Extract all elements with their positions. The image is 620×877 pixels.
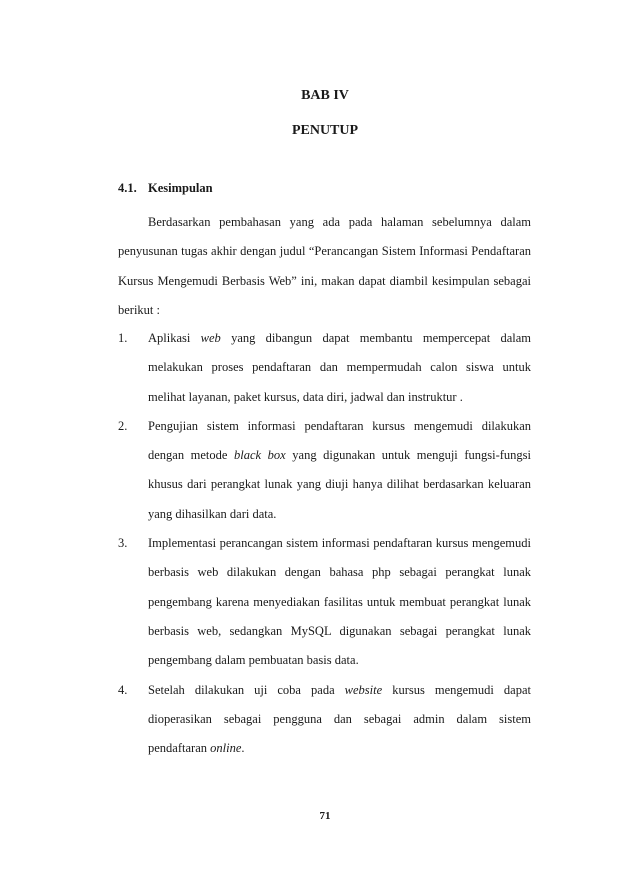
conclusion-text: kursus mengemudi dapat dioperasikan sebagai pengguna dan sebagai admin dalam sistem pendaftaran — [148, 682, 531, 756]
section-number: 4.1. — [118, 181, 137, 195]
italic-term: web — [200, 331, 221, 345]
conclusion-text: Aplikasi — [148, 331, 201, 345]
italic-term: black box — [234, 448, 286, 463]
italic-term: website — [344, 682, 383, 697]
conclusion-text: yang dibangun dapat membantu mempercepat dalam melakukan proses pendaftaran dan mempermudah calon siswa untuk melihat layanan, paket kursus, data diri, jadwal dan instruktur . — [148, 331, 531, 404]
conclusion-item — [118, 529, 531, 675]
conclusion-item — [118, 324, 531, 412]
conclusion-text: . — [241, 741, 245, 756]
conclusion-text: Implementasi perancangan sistem informasi pendaftaran kursus mengemudi berbasis web dilakukan dengan bahasa php sebagai perangkat lunak pengembang karena menyediakan fasilitas untuk membuat perangkat lunak berbasis web, sedangkan MySQL digunakan sebagai perangkat lunak pengembang dalam pembuatan basis data. — [148, 536, 531, 668]
chapter-title: PENUTUP — [291, 123, 359, 138]
conclusion-marker: 3. — [118, 536, 128, 551]
conclusion-marker: 1. — [118, 331, 128, 345]
italic-term: online — [210, 741, 242, 756]
section-title: Kesimpulan — [148, 181, 213, 195]
conclusion-item — [118, 676, 531, 764]
conclusion-marker: 4. — [118, 682, 128, 697]
conclusion-text: Pengujian sistem informasi pendaftaran kursus mengemudi dilakukan dengan metode — [148, 418, 531, 463]
conclusion-text: Setelah dilakukan uji coba pada — [148, 682, 345, 697]
intro-paragraph: Berdasarkan pembahasan yang ada pada halaman sebelumnya dalam penyusunan tugas akhir dengan judul “Perancangan Sistem Informasi Pendaftaran Kursus Mengemudi Berbasis Web” ini, makan dapat diambil kesimpulan sebagai berikut : — [118, 215, 531, 317]
page-number: 71 — [319, 810, 331, 822]
conclusion-marker: 2. — [118, 418, 128, 433]
conclusion-list — [118, 324, 531, 763]
conclusion-text: yang digunakan untuk menguji fungsi-fungsi khusus dari perangkat lunak yang diuji hanya dilihat berdasarkan keluaran yang dihasilkan dari data. — [148, 448, 531, 521]
chapter-number: BAB IV — [301, 88, 349, 103]
section-heading — [118, 181, 213, 196]
conclusion-item — [118, 412, 531, 529]
